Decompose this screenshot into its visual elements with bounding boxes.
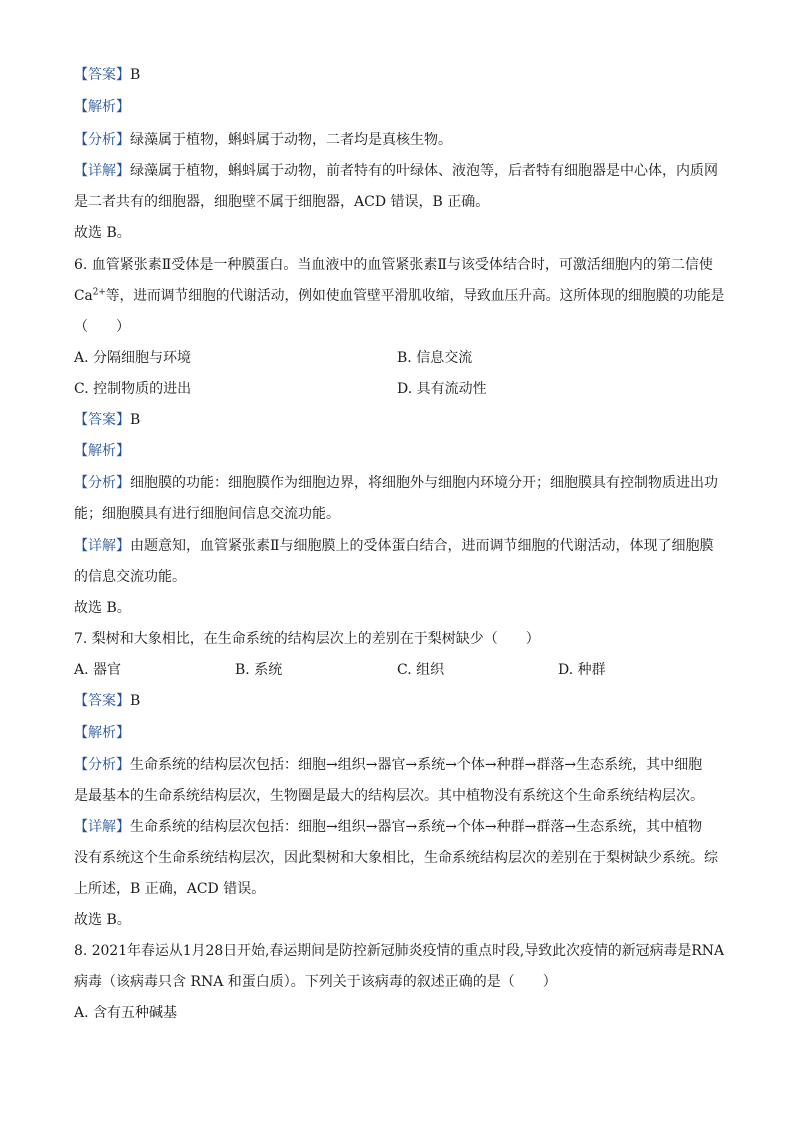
q7-option-b: B. 系统 — [235, 662, 283, 678]
q7-xiangjie-line-2: 没有系统这个生命系统结构层次，因此梨树和大象相比，生命系统结构层次的差别在于梨树缺少系统。综 — [74, 850, 718, 866]
q6-stem-line-1: 6. 血管紧张素Ⅱ受体是一种膜蛋白。当血液中的血管紧张素Ⅱ与该受体结合时，可激活细胞内的第二信使 — [74, 257, 713, 273]
q6-stem-line-3: （ ） — [74, 319, 130, 335]
q7-answer: B — [130, 693, 141, 709]
q6-xiangjie-line-2: 的信息交流功能。 — [74, 569, 186, 585]
q6-analysis-label — [74, 441, 724, 461]
q6-ca-charge: 2+ — [92, 287, 106, 298]
q6-option-a: A. 分隔细胞与环境 — [74, 350, 192, 366]
q5-conclusion: 故选 B。 — [74, 225, 131, 241]
q6-fenxi-text-1: 细胞膜的功能：细胞膜作为细胞边界，将细胞外与细胞内环境分开；细胞膜具有控制物质进出功 — [130, 475, 718, 491]
q5-xiangjie-text-1: 绿藻属于植物，蝌蚪属于动物，前者特有的叶绿体、液泡等，后者特有细胞器是中心体，内质网 — [130, 163, 718, 179]
q7-option-d: D. 种群 — [558, 662, 606, 678]
q6-ca: Ca — [74, 288, 93, 304]
q7-conclusion: 故选 B。 — [74, 912, 131, 928]
q6-conclusion: 故选 B。 — [74, 600, 131, 616]
xiangjie-label: 【详解】 — [74, 538, 130, 554]
q7-analysis-label — [74, 723, 724, 743]
q5-answer: B — [130, 67, 141, 83]
q6-xiangjie-text-1: 由题意知，血管紧张素Ⅱ与细胞膜上的受体蛋白结合，进而调节细胞的代谢活动，体现了细胞膜 — [130, 538, 714, 554]
xiangjie-label: 【详解】 — [74, 163, 130, 179]
q7-option-a: A. 器官 — [74, 662, 122, 678]
analysis-label: 【解析】 — [74, 443, 130, 459]
q5-fenxi-line — [74, 130, 724, 150]
answer-label: 【答案】 — [74, 412, 130, 428]
q6-answer-line — [74, 410, 724, 430]
analysis-label: 【解析】 — [74, 725, 130, 741]
q7-option-c: C. 组织 — [397, 662, 445, 678]
q7-fenxi-line-2: 是最基本的生命系统结构层次，生物圈是最大的结构层次。其中植物没有系统这个生命系统结构层次。 — [74, 788, 704, 804]
q6-option-d: D. 具有流动性 — [397, 381, 487, 397]
q5-analysis-label — [74, 97, 724, 117]
fenxi-label: 【分析】 — [74, 757, 130, 773]
q7-xiangjie-text-1: 生命系统的结构层次包括：细胞→组织→器官→系统→个体→种群→群落→生态系统，其中植物 — [130, 819, 703, 835]
q5-xiangjie-line-1 — [74, 161, 724, 181]
q7-xiangjie-line-1 — [74, 817, 724, 837]
xiangjie-label: 【详解】 — [74, 819, 130, 835]
q7-xiangjie-line-3: 上所述，B 正确，ACD 错误。 — [74, 881, 266, 897]
q6-stem-line-2-text: 等，进而调节细胞的代谢活动，例如使血管壁平滑肌收缩，导致血压升高。这所体现的细胞膜的功能是 — [105, 288, 725, 304]
answer-label: 【答案】 — [74, 67, 130, 83]
analysis-label: 【解析】 — [74, 99, 130, 115]
q5-fenxi-text: 绿藻属于植物，蝌蚪属于动物，二者均是真核生物。 — [130, 132, 452, 148]
fenxi-label: 【分析】 — [74, 132, 130, 148]
q6-option-b: B. 信息交流 — [397, 350, 473, 366]
q6-xiangjie-line-1 — [74, 536, 724, 556]
answer-label: 【答案】 — [74, 693, 130, 709]
q7-answer-line — [74, 691, 724, 711]
q7-fenxi-line-1 — [74, 755, 724, 775]
fenxi-label: 【分析】 — [74, 475, 130, 491]
q7-stem: 7. 梨树和大象相比，在生命系统的结构层次上的差别在于梨树缺少（ ） — [74, 631, 540, 647]
q6-answer: B — [130, 412, 141, 428]
q6-fenxi-line-1 — [74, 473, 724, 493]
q6-option-c: C. 控制物质的进出 — [74, 381, 192, 397]
q5-xiangjie-line-2: 是二者共有的细胞器，细胞壁不属于细胞器，ACD 错误，B 正确。 — [74, 194, 490, 210]
q8-option-a: A. 含有五种碱基 — [74, 1005, 178, 1021]
q5-answer-line — [74, 65, 724, 85]
q8-stem-line-1: 8. 2021年春运从1月28日开始,春运期间是防控新冠肺炎疫情的重点时段,导致此次疫情的新冠病毒是RNA — [74, 943, 725, 959]
q8-stem-line-2: 病毒（该病毒只含 RNA 和蛋白质）。下列关于该病毒的叙述正确的是（ ） — [74, 974, 557, 990]
q6-fenxi-line-2: 能；细胞膜具有进行细胞间信息交流功能。 — [74, 506, 340, 522]
q6-stem-line-2 — [74, 286, 725, 306]
q7-fenxi-text-1: 生命系统的结构层次包括：细胞→组织→器官→系统→个体→种群→群落→生态系统，其中细胞 — [130, 757, 703, 773]
